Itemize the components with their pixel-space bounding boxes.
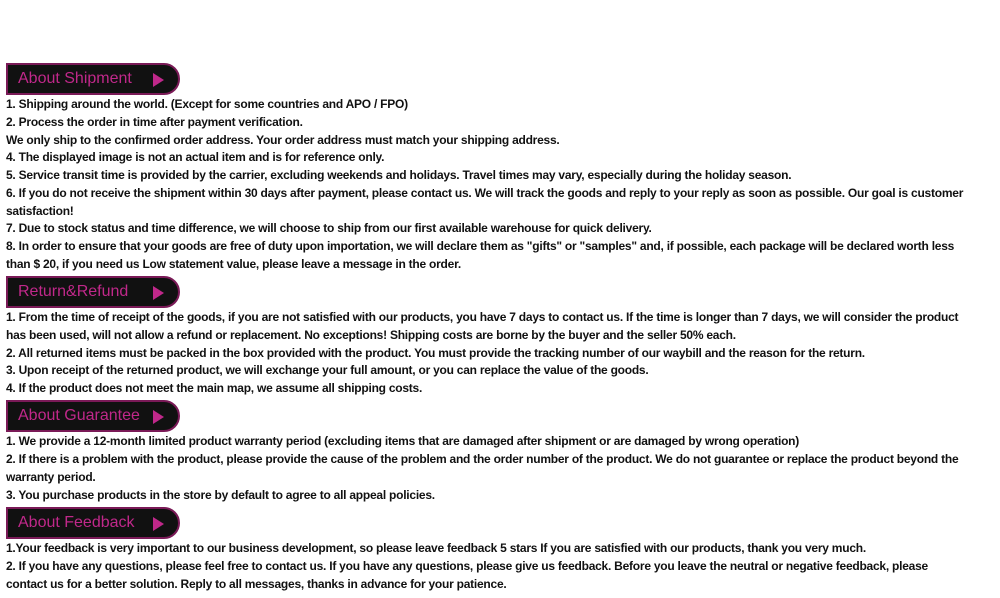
section-heading-label: About Feedback: [18, 514, 135, 531]
play-arrow-icon: [153, 286, 164, 300]
play-arrow-icon: [153, 517, 164, 531]
shipment-line: 4. The displayed image is not an actual item and is for reference only.: [6, 150, 385, 164]
shipment-line: 8. In order to ensure that your goods are free of duty upon importation, we will declare them as "gifts" or "samples" and, if possible, each package will be declared worth less: [6, 239, 955, 253]
play-arrow-icon: [153, 410, 164, 424]
shipment-line: 2. Process the order in time after payment verification.: [6, 115, 303, 129]
section-heading-label: About Shipment: [18, 70, 132, 87]
guarantee-line: warranty period.: [6, 470, 96, 484]
refund-line: has been used, will not allow a refund or replacement. No exceptions! Shipping costs are borne by the buyer and the seller 50% each.: [6, 328, 736, 342]
play-arrow-icon: [153, 73, 164, 87]
section-heading-shipment: [6, 63, 180, 95]
guarantee-line: 1. We provide a 12-month limited product warranty period (excluding items that are damaged after shipment or are damaged by wrong operation): [6, 434, 800, 448]
refund-line: 1. From the time of receipt of the goods, if you are not satisfied with our products, you have 7 days to contact us. If the time is longer than 7 days, we will consider the product: [6, 310, 959, 324]
section-heading-return-refund: [6, 276, 180, 308]
guarantee-line: 3. You purchase products in the store by default to agree to all appeal policies.: [6, 488, 435, 502]
feedback-line: 2. If you have any questions, please feel free to contact us. If you have any questions, please give us feedback. Before you leave the neutral or negative feedback, please: [6, 559, 928, 573]
guarantee-line: 2. If there is a problem with the product, please provide the cause of the problem and the order number of the product. We do not guarantee or replace the product beyond the: [6, 452, 959, 466]
section-heading-label: Return&Refund: [18, 283, 129, 300]
shipment-line: 7. Due to stock status and time difference, we will choose to ship from our first available warehouse for quick delivery.: [6, 221, 652, 235]
refund-line: 4. If the product does not meet the main map, we assume all shipping costs.: [6, 381, 423, 395]
shipment-line: 6. If you do not receive the shipment within 30 days after payment, please contact us. We will track the goods and reply to your reply as soon as possible. Our goal is customer: [6, 186, 964, 200]
section-heading-feedback: [6, 507, 180, 539]
section-heading-label: About Guarantee: [18, 407, 140, 424]
refund-line: 2. All returned items must be packed in the box provided with the product. You must provide the tracking number of our waybill and the reason for the return.: [6, 346, 865, 360]
refund-line: 3. Upon receipt of the returned product, we will exchange your full amount, or you can replace the value of the goods.: [6, 363, 649, 377]
feedback-line: contact us for a better solution. Reply to all messages, thanks in advance for your patience.: [6, 577, 507, 591]
shipment-line: 5. Service transit time is provided by the carrier, excluding weekends and holidays. Travel times may vary, especially during the holiday season.: [6, 168, 792, 182]
shipment-line: 1. Shipping around the world. (Except for some countries and APO / FPO): [6, 97, 408, 111]
section-heading-guarantee: [6, 400, 180, 432]
feedback-line: 1.Your feedback is very important to our business development, so please leave feedback 5 stars If you are satisfied with our products, thank you very much.: [6, 541, 866, 555]
shipment-line: We only ship to the confirmed order address. Your order address must match your shipping address.: [6, 133, 560, 147]
shipment-line: than $ 20, if you need us Low statement value, please leave a message in the order.: [6, 257, 461, 271]
shipment-line: satisfaction!: [6, 204, 74, 218]
